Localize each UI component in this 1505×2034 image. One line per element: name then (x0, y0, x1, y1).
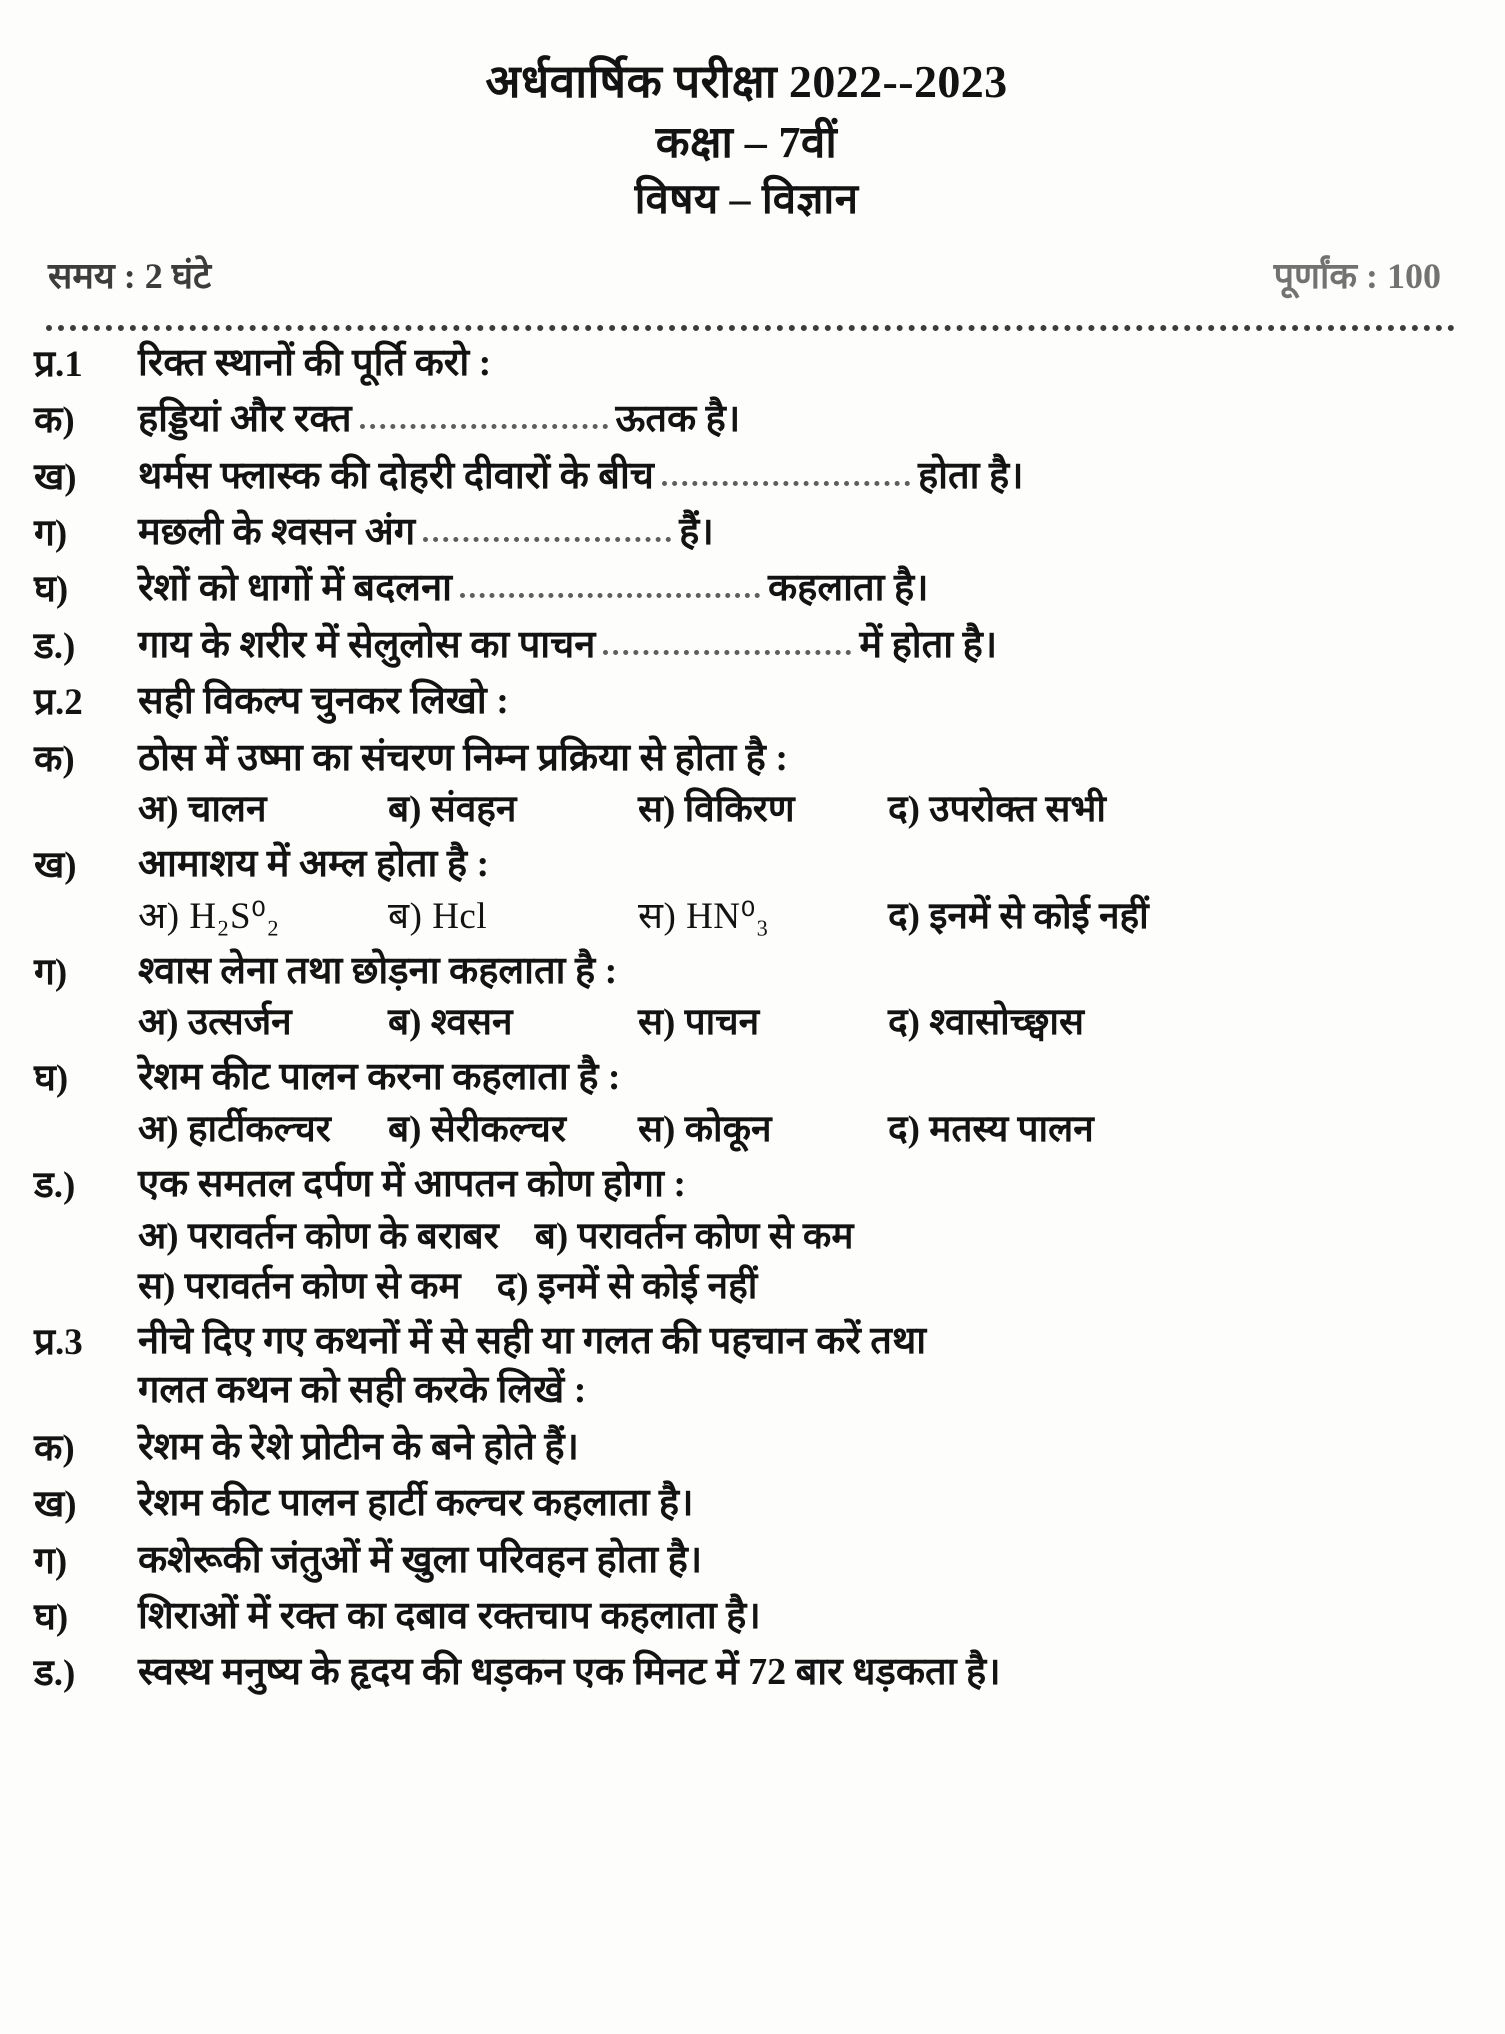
question-2-item-c (34, 947, 1459, 996)
question-3-item-d (34, 1592, 1459, 1641)
item-tag: ड.) (34, 625, 76, 667)
option-b[interactable]: ब) परावर्तन कोण से कम (534, 1215, 854, 1257)
question-2-text: सही विकल्प चुनकर लिखो : (138, 680, 509, 723)
item-tag: ग) (34, 1540, 68, 1582)
option-d[interactable]: द) इनमें से कोई नहीं (888, 895, 1149, 937)
blank-before: मछली के श्वसन अंग (138, 510, 416, 553)
question-2-item-b (34, 840, 1459, 889)
question-3-text-line-2: गलत कथन को सही करके लिखें : (138, 1369, 587, 1412)
option-d[interactable]: द) इनमें से कोई नहीं (496, 1265, 758, 1307)
question-3-item-c (34, 1536, 1459, 1585)
question-2-item-a-options (138, 787, 1459, 833)
item-tag: ख) (34, 456, 77, 498)
question-1-item-b (34, 452, 1459, 501)
item-tag: ग) (34, 951, 68, 993)
item-stem: श्वास लेना तथा छोड़ना कहलाता है : (138, 949, 618, 992)
item-tag: ग) (34, 512, 68, 554)
question-3-tag: प्र.3 (34, 1322, 83, 1363)
total-marks: पूर्णांक : 100 (1273, 255, 1441, 296)
option-c[interactable]: स) परावर्तन कोण से कम (138, 1265, 461, 1307)
option-c[interactable]: स) कोकून (638, 1108, 772, 1150)
option-b[interactable]: ब) सेरीकल्चर (388, 1108, 566, 1150)
item-tag: क) (34, 1427, 75, 1469)
option-b[interactable]: ब) Hcl (388, 895, 488, 937)
class-line: कक्षा – 7वीं (655, 117, 838, 167)
question-1-item-a (34, 395, 1459, 444)
item-text (138, 508, 1459, 557)
question-2-item-a (34, 734, 1459, 783)
blank-before: हड्डियां और रक्त (138, 398, 352, 441)
question-2-item-e-options-row-1 (138, 1214, 1459, 1260)
question-3-item-e (34, 1648, 1459, 1697)
item-text: शिराओं में रक्त का दबाव रक्तचाप कहलाता है। (138, 1594, 761, 1637)
item-text: कशेरूकी जंतुओं में खुला परिवहन होता है। (138, 1538, 703, 1581)
item-stem: आमाशय में अम्ल होता है : (138, 843, 490, 886)
option-a[interactable]: अ) हार्टीकल्चर (138, 1108, 331, 1150)
item-tag: ख) (34, 845, 77, 887)
item-tag: ड.) (34, 1653, 76, 1695)
header-divider (46, 315, 1455, 331)
question-2-item-d (34, 1053, 1459, 1102)
blank-after: में होता है। (859, 623, 998, 666)
option-d[interactable]: द) उपरोक्त सभी (888, 788, 1107, 830)
question-1-text: रिक्त स्थानों की पूर्ति करो : (138, 341, 492, 384)
option-d[interactable]: द) श्वासोच्छ्वास (888, 1002, 1084, 1044)
item-text: रेशम के रेशे प्रोटीन के बने होते हैं। (138, 1425, 579, 1468)
option-c[interactable]: स) पाचन (638, 1002, 760, 1044)
item-stem: एक समतल दर्पण में आपतन कोण होगा : (138, 1163, 687, 1206)
question-1-item-d (34, 564, 1459, 613)
item-text (138, 564, 1459, 613)
question-2-item-c-options (138, 1000, 1459, 1046)
item-text (138, 452, 1459, 501)
item-text: रेशम कीट पालन हार्टी कल्चर कहलाता है। (138, 1482, 694, 1525)
question-2-item-b-options (138, 894, 1459, 940)
question-2-item-e-options-row-2 (138, 1264, 1459, 1310)
question-2-item-e (34, 1160, 1459, 1209)
item-stem: रेशम कीट पालन करना कहलाता है : (138, 1056, 621, 1099)
item-text: स्वस्थ मनुष्य के हृदय की धड़कन एक मिनट में 72 बार धड़कता है। (138, 1651, 1001, 1694)
option-a[interactable]: अ) उत्सर्जन (138, 1002, 292, 1044)
question-3-text-line-1: नीचे दिए गए कथनों में से सही या गलत की पहचान करें तथा (138, 1320, 927, 1362)
exam-title: अर्धवार्षिक परीक्षा 2022--2023 (485, 56, 1008, 107)
question-1 (34, 339, 1459, 388)
item-tag: घ) (34, 1596, 69, 1638)
option-b[interactable]: ब) संवहन (388, 788, 517, 830)
option-d[interactable]: द) मतस्य पालन (888, 1108, 1094, 1150)
question-3-item-a (34, 1423, 1459, 1472)
blank-before: थर्मस फ्लास्क की दोहरी दीवारों के बीच (138, 454, 654, 497)
fill-blank[interactable] (423, 537, 671, 542)
fill-blank[interactable] (662, 481, 910, 486)
exam-meta-row (34, 250, 1459, 299)
item-tag: क) (34, 738, 75, 780)
fill-blank[interactable] (460, 593, 760, 598)
question-3-item-b (34, 1479, 1459, 1528)
question-2-tag: प्र.2 (34, 682, 83, 724)
item-tag: ड.) (34, 1165, 76, 1207)
item-text (138, 395, 1459, 444)
blank-after: होता है। (917, 454, 1024, 497)
blank-after: कहलाता है। (768, 567, 929, 610)
blank-after: हैं। (679, 510, 714, 553)
option-c[interactable]: स) विकिरण (638, 788, 795, 830)
fill-blank[interactable] (603, 650, 851, 655)
item-tag: घ) (34, 1058, 69, 1100)
blank-before: गाय के शरीर में सेलुलोस का पाचन (138, 623, 596, 666)
question-1-tag: प्र.1 (34, 343, 83, 385)
item-tag: घ) (34, 569, 69, 611)
item-stem: ठोस में उष्मा का संचरण निम्न प्रक्रिया से होता है : (138, 736, 788, 779)
option-a[interactable]: अ) चालन (138, 788, 267, 830)
option-a[interactable]: अ) परावर्तन कोण के बराबर (138, 1215, 499, 1257)
question-2 (34, 677, 1459, 726)
option-a[interactable]: अ) H₂S⁰₂ (138, 895, 280, 937)
page-header (34, 56, 1459, 224)
fill-blank[interactable] (360, 424, 608, 429)
question-2-item-d-options (138, 1107, 1459, 1153)
question-1-item-e (34, 621, 1459, 670)
item-tag: ख) (34, 1484, 77, 1526)
item-tag: क) (34, 400, 75, 442)
option-c[interactable]: स) HN⁰₃ (638, 895, 770, 937)
question-3 (34, 1317, 1459, 1366)
blank-after: ऊतक है। (615, 398, 741, 441)
option-b[interactable]: ब) श्वसन (388, 1002, 513, 1044)
item-text (138, 621, 1459, 670)
time-allowed: समय : 2 घंटे (48, 255, 212, 296)
subject-line: विषय – विज्ञान (634, 176, 859, 223)
question-1-item-c (34, 508, 1459, 557)
blank-before: रेशों को धागों में बदलना (138, 567, 452, 610)
